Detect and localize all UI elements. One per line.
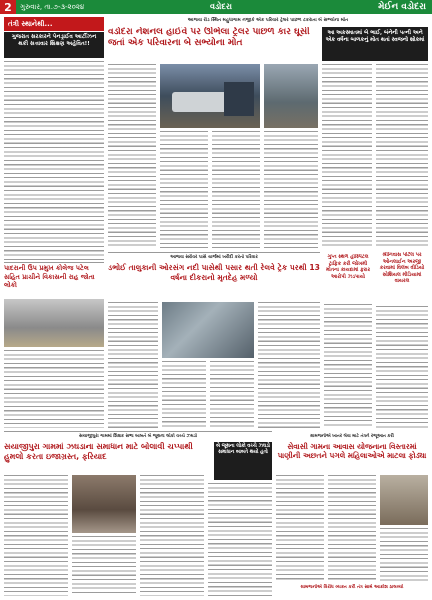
center-story-headline: ડભોઈ તાલુકાની ઓરસંગ નદી પાસેથી પસાર થતી રેલવે ટ્રેક પરથી 13 વર્ષના દીકરાનો મૃતદેહ મળ્યો xyxy=(108,263,320,282)
right-mid-headline: શ્રીનિવાસ પોર્ટલ પર ઓનલાઈન અરજી કરવામાં વિલંબ વીડિયો સોશિયલ મીડિયામાં વાયરલ xyxy=(379,252,425,284)
center-right-headline: ગુપ્ત સ્થળે હોસ્પિટલ ટ્રાફિક કરી જોખમી મોતના કાયદામાં ફરાર આરોપી ઝડપાયો xyxy=(325,254,371,280)
masthead xyxy=(0,0,432,14)
center-story-body-col1 xyxy=(108,302,158,428)
right-mid-body xyxy=(376,306,428,428)
bottom-right-deck: ગ્રામજનોએ ખાતર લેવા માટે તંત્રને રજૂઆત કરી xyxy=(310,434,394,439)
bottom-left-callout: બે જૂથના લોકો વચ્ચે ઝઘડો સમાધાન બાબતે થયો હતો xyxy=(214,442,272,480)
bottom-right-body-col1 xyxy=(276,475,324,581)
center-story-body-col4 xyxy=(258,302,320,428)
main-story-body-col6 xyxy=(376,64,428,249)
women-protest-photo xyxy=(380,475,428,525)
main-story-deck: આજવા રોડ સ્થિત મહુધાગામ નજીકે એક પરિવાર ટ્રેલર પાછળ ટકરાતા બે સભ્યોના મોત xyxy=(187,18,349,23)
center-story-deck: આજવા સરોવર પાસે ચાર્જમાં ખરીદી કરતો પરિવાર xyxy=(170,255,258,260)
main-story-body-col2 xyxy=(160,131,208,249)
main-story-body-col5 xyxy=(322,64,372,249)
bottom-left-deck: સયાજીપુરા ગામમાં શિક્ષક સભા બાબતે બે જૂથના લોકો વચ્ચે ઝઘડો xyxy=(79,434,197,439)
bottom-right-footer: ગ્રામજનોએ વિરોધ વ્યક્ત કરી તંત્ર સામે આક્રોશ ઠાલવ્યો xyxy=(300,585,404,590)
crash-car-photo xyxy=(264,64,318,128)
bottom-right-body-col3 xyxy=(380,528,428,581)
railway-track-photo xyxy=(162,302,254,358)
center-story-body-col2 xyxy=(162,361,206,428)
village-photo xyxy=(72,475,136,533)
main-story-body-col1 xyxy=(108,64,156,249)
editorial-headline: ગુજરાત સરકારને પેનડ્રાઈવ આર્ટીઝન થકી સત્તાવાર શિક્ષણ અહેવિત!! xyxy=(4,32,104,58)
center-story-body-col3 xyxy=(210,361,254,428)
left-mid-body xyxy=(4,350,104,428)
college-photo xyxy=(4,299,104,347)
left-mid-headline: પાદરાની ઉપ પ્રમુખ કોલેજ પટેલ સહિત પ્રાચીને વિકાસની રાહ જોતા લોકો xyxy=(4,264,95,289)
masthead-edition: મેઈન વડોદરા xyxy=(378,2,426,12)
editorial-body xyxy=(4,61,104,261)
bottom-left-body-col2 xyxy=(72,536,136,596)
main-story-body-col4 xyxy=(264,131,318,249)
masthead-date: ગુરુવાર, તા.૭-૩-૨૦૨૪ xyxy=(20,2,85,11)
center-right-body xyxy=(324,304,372,428)
editorial-kicker: તંત્રી સ્થાનેથી... xyxy=(4,17,104,31)
main-story-quote: આ અકસ્માતમાં બે ભાઈ, બંનેની પત્ની અને એક વર્ષના બાળકનું મોત થતાં સ્વજનો શોકમાં xyxy=(322,27,428,61)
main-story-body-col3 xyxy=(212,131,260,249)
bottom-right-body-col2 xyxy=(328,475,376,581)
bottom-left-headline: સયાજીપુરા ગામમાં ઝઘડાના સમાધાન માટે બોલાવી ચપ્પાથી હુમલો કરતા ઇજાગ્રસ્ત, ફરિયાદ xyxy=(4,442,193,461)
bottom-left-body-col1 xyxy=(4,475,68,596)
bottom-left-body-col3 xyxy=(140,475,204,596)
masthead-city: વડોદરા xyxy=(210,2,232,11)
bottom-left-body-col4 xyxy=(208,483,272,596)
page-number: 2 xyxy=(0,0,16,14)
bottom-right-headline: સેવાસી ગામના આવાસ યોજનાના વિસ્તારમાં પાણીની અછતને પગલે મહિલાઓએ માટલા ફોડ્યા xyxy=(277,442,427,461)
main-story-headline: વડોદરા નેશનલ હાઈવે પર ઊભેલા ટ્રેલર પાછળ કાર ઘૂસી જતાં એક પરિવારના બે સભ્યોના મોત xyxy=(108,27,310,48)
accident-photo xyxy=(160,64,260,128)
